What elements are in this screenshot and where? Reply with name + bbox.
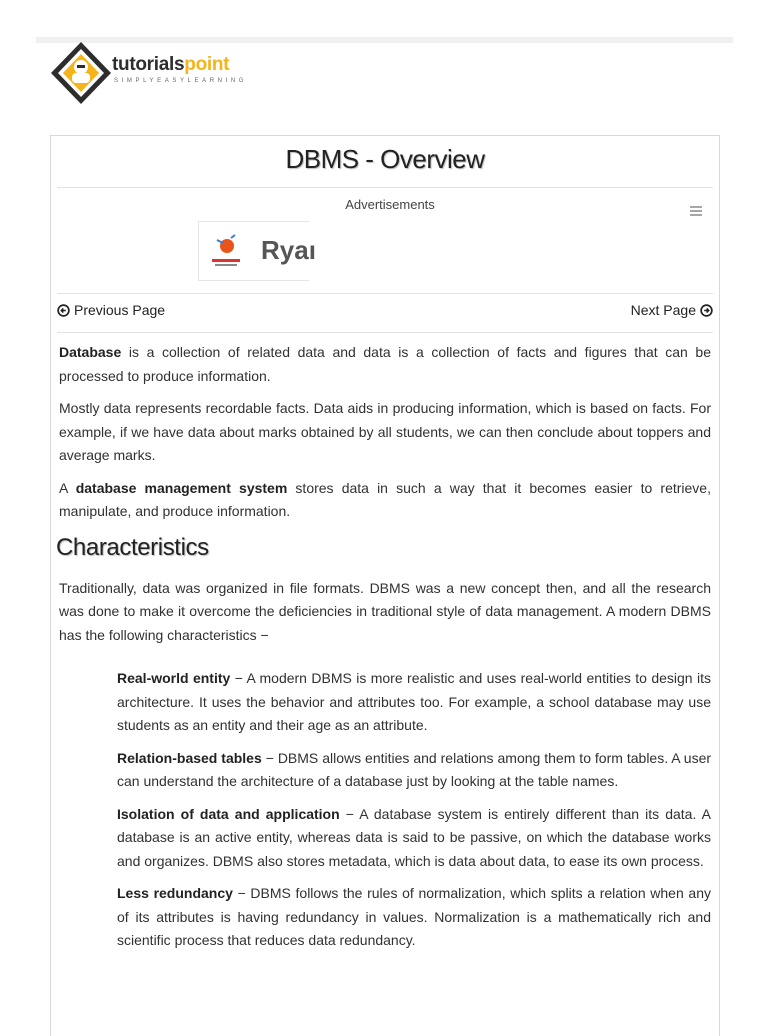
next-page-label: Next Page [630,302,696,318]
ad-banner[interactable] [198,221,316,281]
ad-text: Ryaı [261,235,316,265]
previous-page-link[interactable] [57,302,165,318]
ad-menu-icon[interactable] [690,206,702,218]
article-body [56,341,712,962]
list-item: Isolation of data and application − A database system is entirely different than its data. A database is an active entity, whereas data is said to be passive, on which the database works and organizes. DBMS also stores metadata, which is data about data, to ease its own process. [117,805,711,869]
characteristics-list [117,667,711,953]
paragraph: Traditionally, data was organized in file formats. DBMS was a new concept then, and all the research was done to make it overcome the deficiencies in traditional style of data management. A modern DBMS has the following characteristics − [59,579,711,643]
ads-label: Advertisements [345,197,435,212]
next-page-link[interactable] [631,302,713,318]
logo-tagline: SIMPLYEASYLEARNING [114,78,248,84]
divider [57,293,713,294]
paragraph: Mostly data represents recordable facts. Data aids in producing information, which is based on facts. For example, if we have data about marks obtained by all students, we can then conclude about toppers and average marks. [59,400,711,463]
logo-diamond-icon [48,40,114,106]
page-navigation [57,302,713,324]
content-card [50,135,720,1036]
divider [57,332,713,333]
divider [57,187,713,188]
section-heading: Characteristics [56,533,209,561]
list-item: Real-world entity − A modern DBMS is more realistic and uses real-world entities to design its architecture. It uses the behavior and attributes too. For example, a school database may use students as an entity and their age as an attribute. [117,670,712,733]
list-item: Less redundancy − DBMS follows the rules of normalization, which splits a relation when any of its attributes is having redundancy in values. Normalization is a mathematically rich and scientific process that reduces data redundancy. [117,885,711,948]
arrow-left-circle-icon [57,304,70,317]
previous-page-label: Previous Page [74,302,166,318]
page-title: DBMS - Overview [285,144,485,174]
site-logo[interactable] [48,40,288,106]
paragraph: Database is a collection of related data and data is a collection of facts and figures that can be processed to produce information. [59,344,711,384]
list-item: Relation-based tables − DBMS allows entities and relations among them to form tables. A user can understand the architecture of a database just by looking at the table names. [117,749,712,789]
arrow-right-circle-icon [700,304,713,317]
logo-wordmark: tutorialspoint [112,54,230,75]
ad-logo-icon [209,232,243,272]
paragraph: A database management system stores data in such a way that it becomes easier to retrieve, manipulate, and produce information. [59,479,711,519]
